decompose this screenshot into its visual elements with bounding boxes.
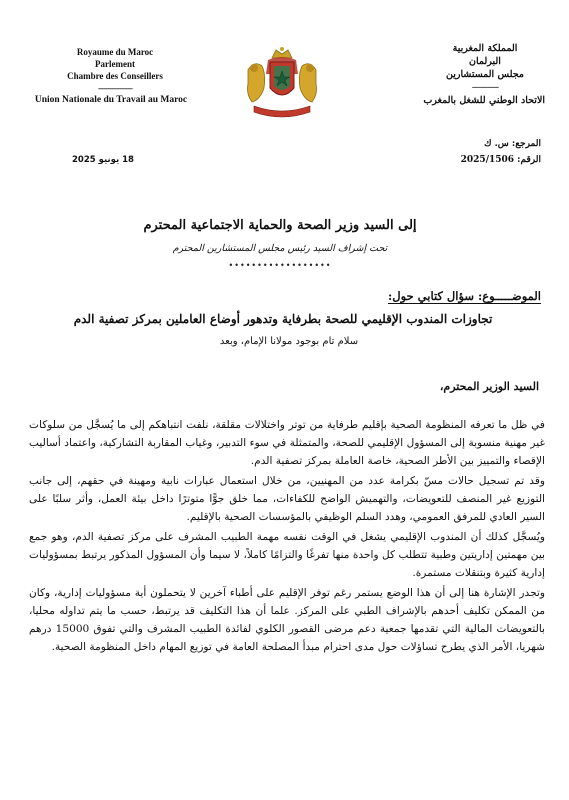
fr-separator: ----------------- <box>98 83 132 93</box>
greeting: سلام تام بوجود مولانا الإمام، وبعد <box>219 336 359 347</box>
paragraph-2: وقد تم تسجيل حالات مسّ بكرامة عدد من المهنيين، من خلال استعمال عبارات نابية ومهينة في حقهم، إلى جانب التوزيع غير المنصف للتعويضات، والتهميش الواضح للكفاءات، مما خلق جوًّا متوترًا داخل بيئة العمل، وأثر سلبًا على السير العادي للمرفق العمومي، وهدد السلم الوظيفي بالمؤسسات الصحية بالإقليم. <box>29 475 545 523</box>
ar-union: الاتحاد الوطني للشغل بالمغرب <box>423 95 545 106</box>
reference-number: الرقم: 2025/1506 <box>460 155 541 165</box>
letter-body <box>29 416 545 656</box>
header-ar <box>385 42 545 107</box>
ar-parliament: البرلمان <box>469 56 501 67</box>
paragraph-4: وتجدر الإشارة هنا إلى أن هذا الوضع يستمر رغم توفر الإقليم على أطباء آخرين لا يتحملون أية مسؤوليات إدارية، وكان من الممكن تكليف أحدهم بالإشراف الطبي على المركز. علما أن هذا التكليف قد يرتبط، حسب ما يتم تداوله محليا، بالتعويضات المالية التي تقدمها جمعية دعم مرضى القصور الكلوي لفائدة الطبيب المشرف والتي تفوق 15000 درهم شهريا، الأمر الذي يطرح تساؤلات حول مدى احترام مبدأ المصلحة العامة في توزيع المهام داخل المنظومة الصحية. <box>29 587 545 653</box>
fr-parliament: Parlement <box>95 59 135 69</box>
ar-chamber: مجلس المستشارين <box>446 69 524 80</box>
subject-text: تجاوزات المندوب الإقليمي للصحة بطرفاية وتدهور أوضاع العاملين بمركز تصفية الدم <box>73 312 493 326</box>
fr-kingdom: Royaume du Maroc <box>76 47 154 57</box>
salutation: السيد الوزير المحترم، <box>439 380 539 393</box>
subject-label-text: الموضـــــوع: سؤال كتابي حول: <box>388 289 541 303</box>
paragraph-3: ويُسجَّل كذلك أن المندوب الإقليمي يشغل في الوقت نفسه مهمة الطبيب المشرف على مركز تصفية الدم، وهو جمع بين مهمتين إداريتين وطبية تتطلب كل واحدة منها تفرغًا والتزامًا كاملاً، لا سيما وأن المسؤول المذكور يرتبط بمسؤوليات إدارية كثيرة وبتنقلات مستمرة. <box>29 531 545 579</box>
ar-kingdom: المملكة المغربية <box>452 43 518 54</box>
addressee-title: إلى السيد وزير الصحة والحماية الاجتماعية المحترم <box>143 218 417 233</box>
fr-union: Union Nationale du Travail au Maroc <box>34 95 188 105</box>
fr-chamber: Chambre des Conseillers <box>67 71 163 81</box>
reference-marja: المرجع: س. ك <box>484 139 541 149</box>
addressee-dots: •••••••••••••••••• <box>228 261 332 270</box>
document-date: 18 يونيو 2025 <box>72 155 134 165</box>
paragraph-1: في ظل ما تعرفه المنظومة الصحية بإقليم طرفاية من توتر واختلالات مقلقة، نلفت انتباهكم إلى ما يُسجَّل من سلوكات غير مهنية منسوبة إلى المسؤول الإقليمي للصحة، والمتمثلة في سوء التدبير، وغياب المقاربة التشاركية، واعتماد أساليب الإقصاء والتمييز بين الأطر الصحية، خاصة العاملة بمركز تصفية الدم. <box>29 419 545 467</box>
addressee-subtitle: تحت إشراف السيد رئيس مجلس المستشارين المحترم <box>172 243 388 254</box>
ar-separator: ------------ <box>471 82 499 93</box>
subject-label <box>241 289 541 303</box>
coat-of-arms-emblem <box>240 44 324 122</box>
header-fr <box>34 46 190 106</box>
